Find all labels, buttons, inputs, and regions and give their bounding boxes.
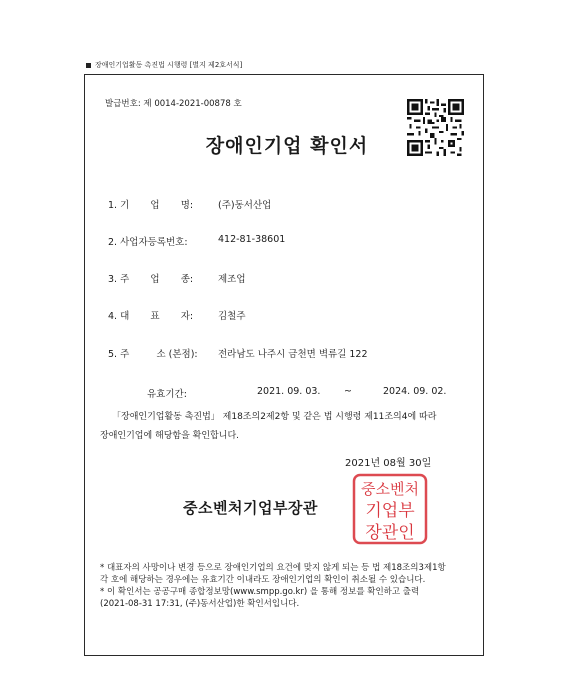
representative-label: 4. 대 표 자: [108, 311, 194, 322]
validity-end: 2024. 09. 02. [383, 386, 447, 397]
representative-value: 김철주 [218, 311, 246, 322]
issue-number: 발급번호: 제 0014-2021-00878 호 [105, 99, 242, 109]
footnote-line: 각 호에 해당하는 경우에는 유효기간 이내라도 장애인기업의 확인이 취소될 수 있습니다. [100, 575, 426, 585]
validity-label: 유효기간: [147, 389, 187, 400]
validity-separator: ~ [344, 386, 352, 397]
official-seal [350, 472, 430, 546]
seal-text-line: 중소벤처 [361, 480, 419, 498]
industry-label: 3. 주 업 종: [108, 274, 194, 285]
company-name-label: 1. 기 업 명: [108, 200, 194, 211]
form-reference-text: 장애인기업활동 촉진법 시행령 [별지 제2호서식] [95, 61, 243, 69]
issuer-name: 중소벤처기업부장관 [183, 499, 318, 517]
footnote-line: * 대표자의 사망이나 변경 등으로 장애인기업의 요건에 맞지 않게 되는 등 법 제18조의3제1항 [100, 563, 446, 573]
seal-text-line: 기업부 [365, 501, 415, 521]
address-label: 5. 주 소 (본점): [108, 349, 198, 360]
issue-date: 2021년 08월 30일 [345, 458, 432, 469]
address-value: 전라남도 나주시 금천면 벽류길 122 [218, 349, 368, 360]
confirmation-text-line: 장애인기업에 해당함을 확인합니다. [100, 431, 239, 441]
validity-start: 2021. 09. 03. [257, 386, 321, 397]
form-reference-note [86, 60, 242, 70]
footnote-line: * 이 확인서는 공공구매 종합정보망(www.smpp.go.kr) 을 통해 정보를 확인하고 출력 [100, 587, 420, 597]
footnote-line: (2021-08-31 17:31, (주)동서산업)한 확인서입니다. [100, 599, 300, 609]
confirmation-text-line: 「장애인기업활동 촉진법」 제18조의2제2항 및 같은 법 시행령 제11조의4에 따라 [112, 412, 437, 422]
seal-text-line: 장관인 [365, 523, 415, 543]
industry-value: 제조업 [218, 274, 246, 285]
business-reg-number-value: 412-81-38601 [218, 234, 286, 245]
square-bullet-icon [86, 63, 91, 68]
certificate-title-text: 장애인기업 확인서 [205, 135, 369, 157]
business-reg-number-label: 2. 사업자등록번호: [108, 237, 188, 248]
company-name-value: (주)동서산업 [218, 200, 272, 211]
certificate-title [0, 131, 574, 158]
